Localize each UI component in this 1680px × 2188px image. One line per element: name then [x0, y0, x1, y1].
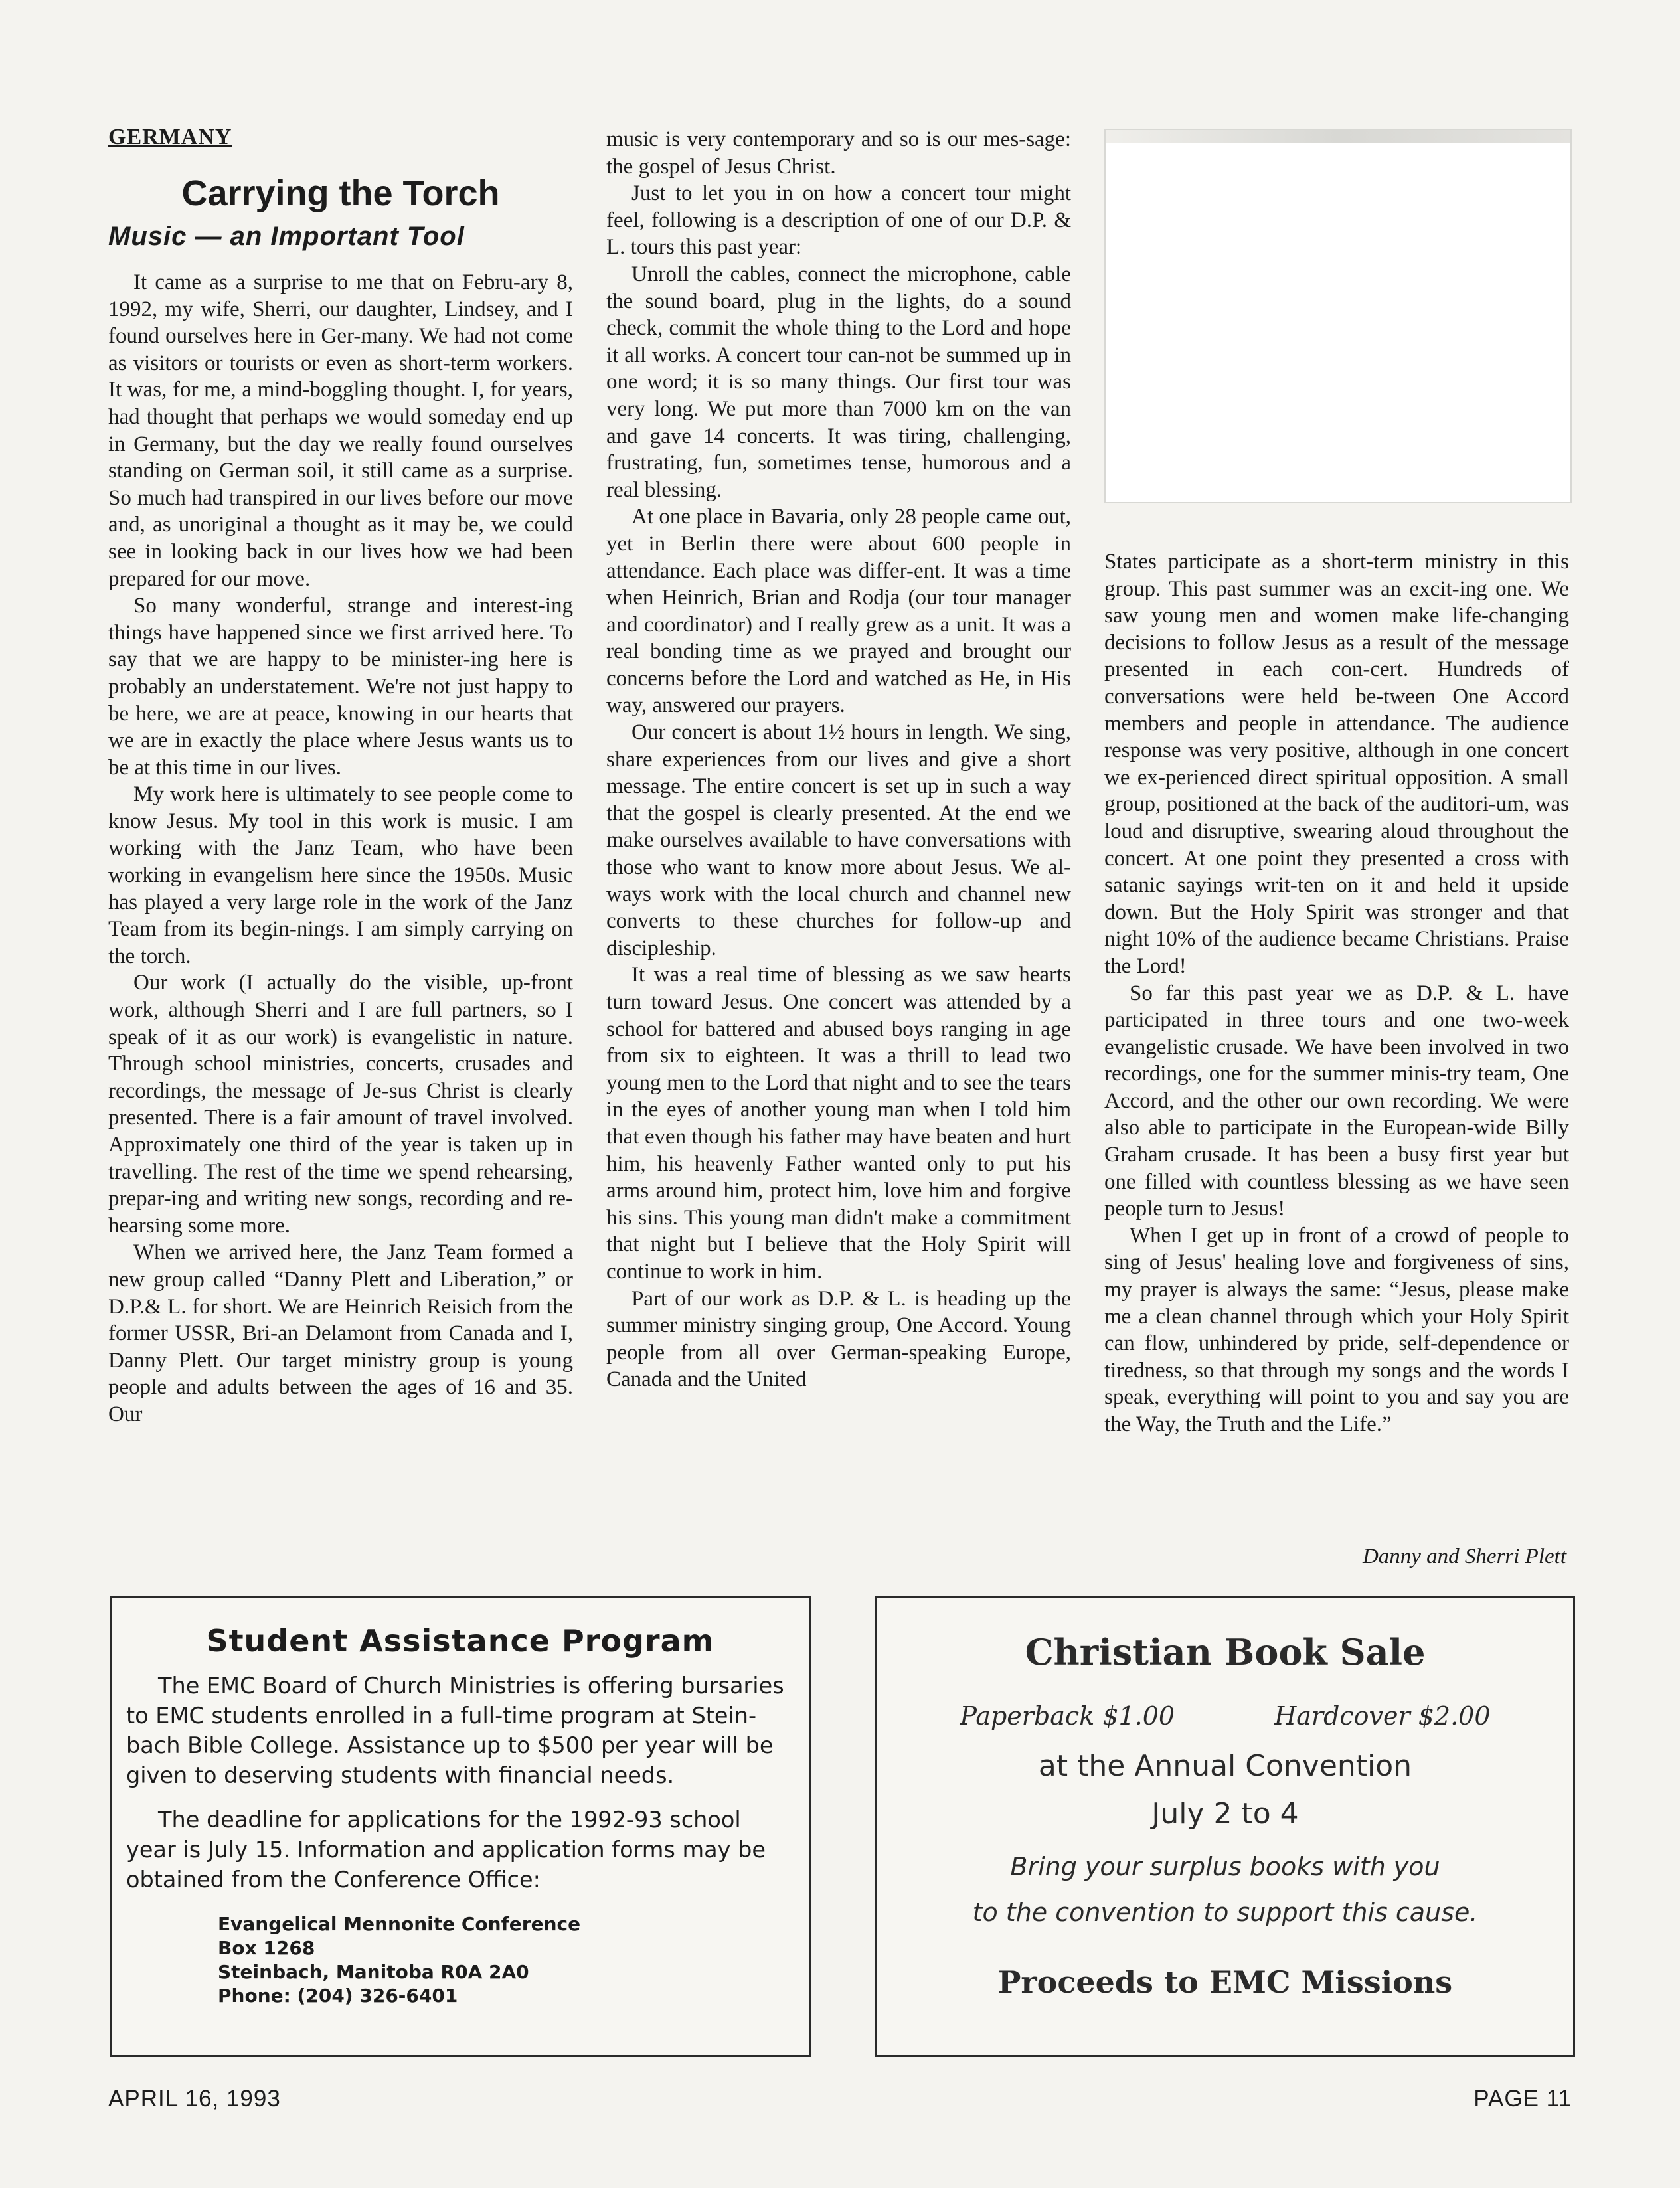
footer-page-number: PAGE 11 [1473, 2086, 1572, 2112]
address-line: Box 1268 [218, 1937, 315, 1959]
article-paragraph: It came as a surprise to me that on Febru-ary 8, 1992, my wife, Sherri, our daughter, Lindsey, and I found ourselves here in Ger-many. We had not come as visitors or tourists or even as short-term workers. It was, for me, a mind-boggling thought. I, for years, had thought that perhaps we would someday end up in Germany, but the day we really found ourselves standing on German soil, it still came as a surprise. So much had transpired in our lives before our move and, as unoriginal a thought as it may be, we could see in looking back in our lives how we had been prepared for our move. [108, 270, 573, 591]
article-headline: Carrying the Torch [181, 173, 500, 213]
article-paragraph: Unroll the cables, connect the microphone, cable the sound board, plug in the lights, do a sound check, commit the whole thing to the Lord and hope it all works. A concert tour can-not be summed up in one word; it is so many things. Our first tour was very long. We put more than 7000 km on the van and gave 14 concerts. It was tiring, challenging, frustrating, fun, sometimes tense, humorous and a real blessing. [606, 262, 1071, 502]
address-line: Evangelical Mennonite Conference [218, 1913, 581, 1935]
student-assistance-paragraph: The deadline for applications for the 1992-93 school year is July 15. Information and application forms may be obtained from the Conference Office: [126, 1807, 766, 1893]
article-byline: Danny and Sherri Plett [1362, 1545, 1566, 1568]
article-paragraph: Just to let you in on how a concert tour might feel, following is a description of one of our D.P. & L. tours this past year: [606, 181, 1071, 260]
book-sale-date: July 2 to 4 [1151, 1797, 1299, 1831]
article-paragraph: music is very contemporary and so is our mes-sage: the gospel of Jesus Christ. [606, 127, 1071, 179]
address-phone: Phone: (204) 326-6401 [218, 1985, 458, 2007]
article-paragraph: States participate as a short-term ministry in this group. This past summer was an excit-ing one. We saw young men and women make life-changing decisions to follow Jesus as a result of the message presented in each con-cert. Hundreds of conversations were held be-tween One Accord members and people in attendance. The audience response was very positive, although in one concert we ex-perienced direct spiritual opposition. A small group, positioned at the back of the auditori-um, was loud and disruptive, swearing aloud throughout the concert. At one point they presented a cross with satanic sayings writ-ten on it and held it upside down. But the Holy Spirit was stronger and that night 10% of the audience became Christians. Praise the Lord! [1104, 550, 1569, 978]
article-paragraph: Part of our work as D.P. & L. is heading up the summer ministry singing group, One Accord. Young people from all over German-speaking Europe, Canada and the United [606, 1286, 1071, 1392]
footer-date: APRIL 16, 1993 [108, 2086, 281, 2112]
book-sale-title: Christian Book Sale [1025, 1631, 1426, 1673]
student-assistance-title: Student Assistance Program [206, 1623, 714, 1659]
article-paragraph: When we arrived here, the Janz Team formed a new group called “Danny Plett and Liberation,” or D.P.& L. for short. We are Heinrich Reisich from the former USSR, Bri-an Delamont from Canada and I, Danny Plett. Our target ministry group is young people and adults between the ages of 16 and 35. Our [108, 1240, 573, 1426]
book-sale-location: at the Annual Convention [1038, 1749, 1412, 1783]
photo-edge-shade [1106, 130, 1570, 143]
article-paragraph: It was a real time of blessing as we saw hearts turn toward Jesus. One concert was attended by a school for battered and abused boys ranging in age from six to eighteen. It was a thrill to lead two young men to the Lord that night and to see the tears in the eyes of another young man when I told him that even though his father may have beaten and hurt him, his heavenly Father wanted only to put his arms around him, protect him, love him and forgive his sins. This young man didn't make a commitment that night but I believe that the Holy Spirit will continue to work in him. [606, 963, 1071, 1284]
book-sale-note: Bring your surplus books with you [1010, 1852, 1440, 1881]
student-assistance-box [110, 1596, 811, 2057]
article-paragraph: So many wonderful, strange and interest-ing things have happened since we first arrived here. To say that we are happy to be minister-ing here is probably an understatement. We're not just happy to be here, we are at peace, knowing in our hearts that we are in exactly the place where Jesus wants us to be at this time in our lives. [108, 594, 573, 780]
book-sale-prices [877, 1701, 1573, 1730]
book-sale-box [875, 1596, 1575, 2057]
book-sale-note: to the convention to support this cause. [972, 1898, 1478, 1927]
paperback-price: Paperback $1.00 [960, 1701, 1175, 1730]
photo-placeholder [1104, 129, 1572, 503]
conference-address [218, 1912, 580, 2008]
section-label: GERMANY [108, 125, 232, 149]
article-column-2 [606, 126, 1071, 1393]
article-paragraph: Our work (I actually do the visible, up-front work, although Sherri and I are full partners, so I speak of it as our work) is evangelistic in nature. Through school ministries, concerts, crusades and recordings, the message of Je-sus Christ is clearly presented. There is a fair amount of travel involved. Approximately one third of the year is taken up in travelling. The rest of the time we spend rehearsing, prepar-ing and writing new songs, recording and re-hearsing some more. [108, 971, 573, 1238]
article-column-1 [108, 269, 573, 1428]
article-paragraph: Our concert is about 1½ hours in length. We sing, share experiences from our lives and give a short message. The entire concert is set up in such a way that the gospel is clearly presented. At the end we make ourselves available to have conversations with those who want to know more about Jesus. We al-ways work with the local church and channel new converts to these churches for follow-up and discipleship. [606, 720, 1071, 960]
article-paragraph: At one place in Bavaria, only 28 people came out, yet in Berlin there were about 600 people in attendance. Each place was differ-ent. It was a time when Heinrich, Brian and Rodja (our tour manager and coordinator) and I really grew as a unit. It was a real bonding time as we prayed and brought our concerns before the Lord and watched as He, in His way, answered our prayers. [606, 505, 1071, 718]
article-paragraph: So far this past year we as D.P. & L. have participated in three tours and one two-week evangelistic crusade. We have been involved in two recordings, one for the summer minis-try team, One Accord, and the other our own recording. We were also able to participate in the European-wide Billy Graham crusade. It has been a busy first year but one filled with countless blessing as we have seen people turn to Jesus! [1104, 981, 1569, 1221]
hardcover-price: Hardcover $2.00 [1274, 1701, 1491, 1730]
book-sale-proceeds: Proceeds to EMC Missions [997, 1964, 1453, 2000]
address-line: Steinbach, Manitoba R0A 2A0 [218, 1961, 529, 1983]
article-column-3 [1104, 548, 1569, 1438]
student-assistance-paragraph: The EMC Board of Church Ministries is offering bursaries to EMC students enrolled in a full-time program at Stein-bach Bible College. Assistance up to $500 per year will be given to deserving students with financial needs. [126, 1673, 784, 1788]
article-paragraph: My work here is ultimately to see people come to know Jesus. My tool in this work is music. I am working with the Janz Team, who have been working in evangelism here since the 1950s. Music has played a very large role in the work of the Janz Team from its begin-nings. I am simply carrying on the torch. [108, 782, 573, 968]
article-subhead: Music — an Important Tool [108, 222, 465, 251]
article-paragraph: When I get up in front of a crowd of people to sing of Jesus' healing love and forgiveness of sins, my prayer is always the same: “Jesus, please make me a clean channel through which your Holy Spirit can flow, unhindered by pride, self-dependence or tiredness, so that through my songs and the words I speak, everything will point to you and say you are the Way, the Truth and the Life.” [1104, 1223, 1569, 1436]
